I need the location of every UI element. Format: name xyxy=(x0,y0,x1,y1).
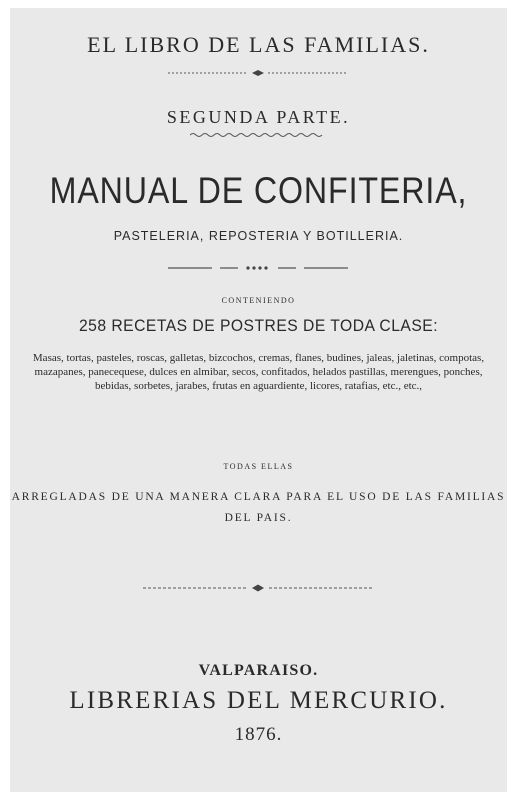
part-title: SEGUNDA PARTE. xyxy=(166,107,351,127)
contents-description: Masas, tortas, pasteles, roscas, galletas, bizcochos, cremas, flanes, budines, jaleas, jaletinas, compotas, mazapanes, panecequese, dulces en almibar, secos, confitados, helados pastillas, merengues, ponches, bebidas, sorbetes, jarabes, frutas en aguardiente, licores, ratafias, etc., etc., xyxy=(32,352,485,392)
main-title: MANUAL DE CONFITERIA, xyxy=(49,170,468,211)
contents-intro: CONTENIENDO xyxy=(221,296,296,305)
wavy-rule xyxy=(190,132,326,138)
imprint-publisher: LIBRERIAS DEL MERCURIO. xyxy=(69,687,448,714)
title-page xyxy=(10,8,507,792)
ornamental-rule-top xyxy=(168,69,348,77)
recipe-count-line: 258 RECETAS DE POSTRES DE TODA CLASE: xyxy=(78,317,439,335)
imprint-year: 1876. xyxy=(234,724,283,745)
purpose-statement: ARREGLADAS DE UNA MANERA CLARA PARA EL USO DE LAS FAMILIAS DEL PAIS. xyxy=(11,491,506,524)
subtitle: PASTELERIA, REPOSTERIA Y BOTILLERIA. xyxy=(113,229,404,243)
ornamental-rule-bottom xyxy=(143,584,373,592)
todas-ellas-label: TODAS ELLAS xyxy=(223,462,294,471)
series-title: EL LIBRO DE LAS FAMILIAS. xyxy=(87,32,430,57)
imprint-city: VALPARAISO. xyxy=(198,662,319,679)
ornamental-rule-mid xyxy=(168,264,348,272)
